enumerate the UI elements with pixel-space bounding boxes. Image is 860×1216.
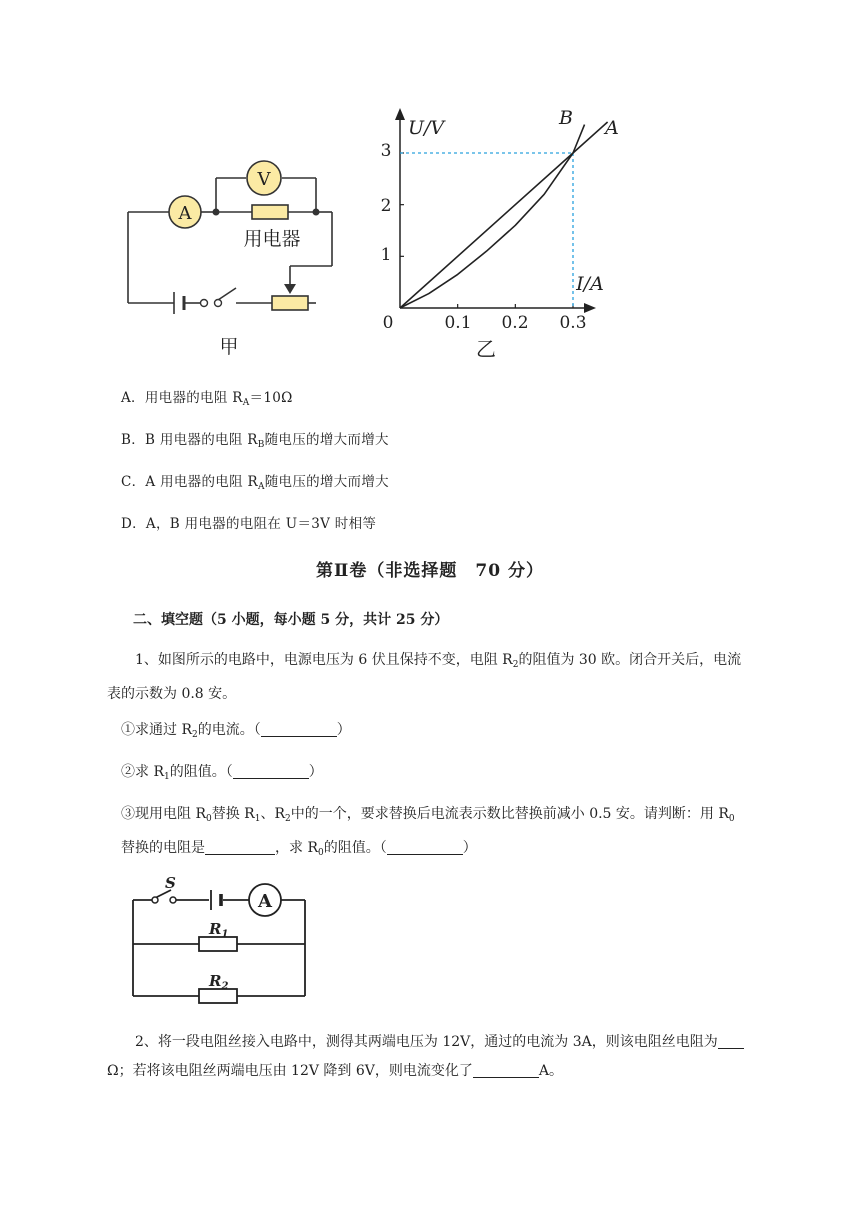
answer-blank[interactable]	[233, 764, 309, 779]
option-d[interactable]: D．A，B 用电器的电阻在 U＝3V 时相等	[121, 516, 377, 532]
section-subheading: 二、填空题（5 小题，每小题 5 分，共计 25 分）	[133, 612, 449, 628]
y-tick-label: 2	[380, 196, 392, 216]
option-c[interactable]: C．A 用电器的电阻 $R_A$随电压的增大而增大	[121, 474, 389, 492]
question-2: 2、将一段电阻丝接入电路中，测得其两端电压为 12V，通过的电流为 3A，则该电阻丝电阻为 Ω；若将该电阻丝两端电压由 12V 降到 6V，则电流变化了 A。	[121, 1028, 811, 1086]
x-axis-label: I/A	[576, 273, 604, 295]
caption-yi: 乙	[476, 337, 496, 361]
circuit-diagram-q1	[125, 876, 315, 1006]
answer-blank[interactable]	[261, 722, 337, 737]
option-b[interactable]: B．B 用电器的电阻 $R_B$随电压的增大而增大	[121, 432, 389, 450]
ui-graph-yi	[368, 104, 628, 362]
x-tick-label: 0.3	[559, 313, 587, 333]
r1-label: $R_1$	[209, 920, 229, 940]
option-a[interactable]: A．用电器的电阻 $R_A=10\Omega$	[121, 390, 293, 408]
device-resistor	[252, 205, 288, 219]
resistor-r2	[199, 989, 237, 1003]
origin-label: 0	[382, 313, 394, 333]
answer-blank[interactable]	[473, 1063, 539, 1078]
x-tick-label: 0.1	[444, 313, 472, 333]
voltmeter-label: V	[257, 169, 271, 190]
y-axis-label: U/V	[408, 117, 445, 139]
ammeter-label: A	[258, 891, 272, 912]
question-1-part-2: ②求 $R_1$的阻值。（ ）	[121, 764, 323, 782]
caption-jia: 甲	[219, 336, 239, 358]
question-1-part-1: ①求通过 $R_2$的电流。（ ）	[121, 722, 351, 740]
answer-blank[interactable]	[205, 840, 275, 855]
section-title: 第Ⅱ卷（非选择题 70 分）	[316, 561, 544, 581]
question-1-stem: 1、如图所示的电路中，电源电压为 6 伏且保持不变，电阻 $R_2$的阻值为 30 欧。闭合开关后，电流 表的示数为 0.8 安。	[107, 652, 742, 702]
curve-label-a: A	[605, 117, 619, 139]
answer-blank[interactable]	[387, 840, 463, 855]
rheostat	[272, 296, 308, 310]
curve-label-b: B	[559, 107, 573, 129]
answer-blank[interactable]	[718, 1034, 744, 1049]
question-1-part-3: ③现用电阻 $R_0$替换 $R_1$、$R_2$中的一个，要求替换后电流表示数比替换前减小 0.5 安。请判断：用 $R_0$ 替换的电阻是 ，求 $R_0$的阻值。（ ）	[121, 806, 735, 858]
y-tick-label: 3	[380, 141, 392, 161]
r2-label: $R_2$	[209, 972, 229, 992]
circuit-diagram-jia	[120, 150, 340, 360]
series-line-b	[400, 125, 585, 308]
x-tick-label: 0.2	[501, 313, 529, 333]
device-label: 用电器	[243, 228, 301, 250]
switch-label: S	[165, 876, 176, 892]
y-tick-label: 1	[380, 245, 392, 265]
ammeter-label: A	[178, 203, 192, 224]
resistor-r1	[199, 937, 237, 951]
